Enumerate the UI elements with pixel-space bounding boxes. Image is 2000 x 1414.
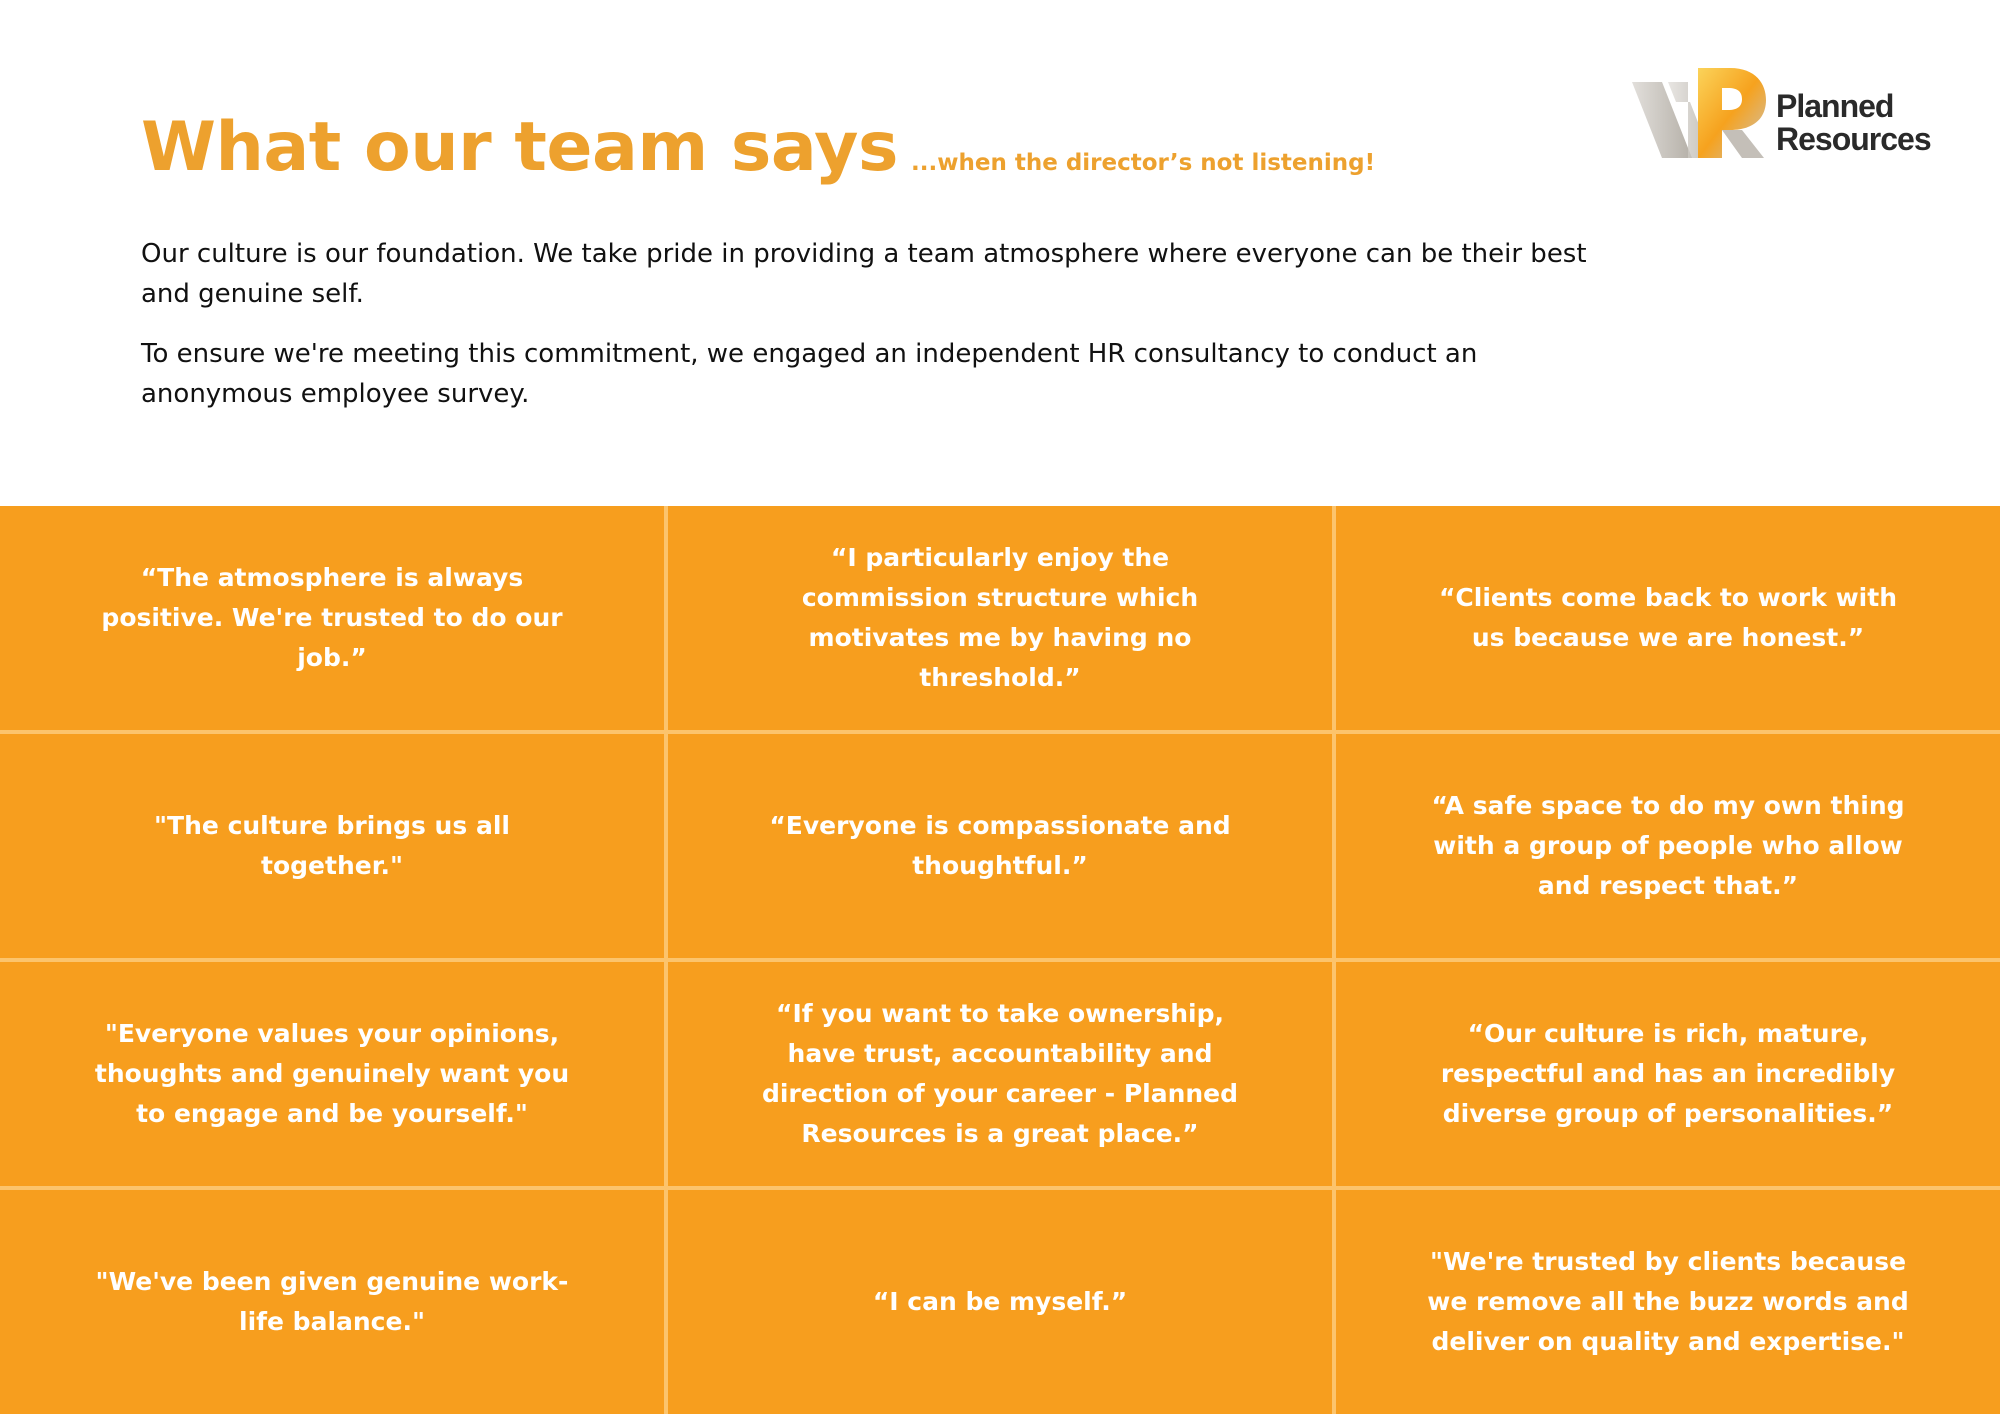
quote-tile [1336, 962, 2000, 1186]
intro-paragraph-1: Our culture is our foundation. We take pride in providing a team atmosphere where everyone can be their best and genuine self. [141, 239, 1587, 309]
quote-tile [0, 1190, 664, 1414]
quote-text: “If you want to take ownership, have trust, accountability and direction of your career - Planned Resources is a great place.” [761, 999, 1239, 1148]
quote-tile [1336, 1190, 2000, 1414]
quote-text: “I particularly enjoy the commission structure which motivates me by having no threshold.” [801, 543, 1199, 692]
page-subtitle: ...when the director’s not listening! [911, 150, 1376, 176]
quote-tile [1336, 734, 2000, 958]
quote-text: "The culture brings us all together." [154, 811, 510, 880]
intro-text [141, 234, 1601, 434]
logo-line-2: Resources [1776, 121, 1931, 157]
logo-text [1776, 90, 1931, 156]
quote-tile [668, 962, 1332, 1186]
quote-tile [0, 506, 664, 730]
quote-text: "We're trusted by clients because we remove all the buzz words and deliver on quality and expertise." [1427, 1247, 1909, 1356]
quote-tile [668, 1190, 1332, 1414]
quote-text: “Clients come back to work with us because we are honest.” [1439, 583, 1897, 652]
title-row [141, 108, 1375, 187]
quote-tile [668, 506, 1332, 730]
company-logo [1630, 62, 1930, 166]
quote-tile [668, 734, 1332, 958]
quote-text: "We've been given genuine work-life balance." [95, 1267, 569, 1336]
quote-tile [0, 962, 664, 1186]
header-section [0, 0, 2000, 506]
quote-text: “Our culture is rich, mature, respectful and has an incredibly diverse group of personalities.” [1440, 1019, 1896, 1128]
quote-tile [1336, 506, 2000, 730]
intro-paragraph-2: To ensure we're meeting this commitment, we engaged an independent HR consultancy to conduct an anonymous employee survey. [141, 339, 1478, 409]
logo-mark-icon [1630, 62, 1770, 166]
quote-text: “I can be myself.” [872, 1287, 1128, 1316]
quote-text: “Everyone is compassionate and thoughtful.” [769, 811, 1231, 880]
page-title: What our team says [141, 108, 898, 187]
quote-text: “A safe space to do my own thing with a group of people who allow and respect that.” [1431, 791, 1905, 900]
logo-line-1: Planned [1776, 88, 1894, 124]
quote-tile [0, 734, 664, 958]
quote-text: "Everyone values your opinions, thoughts and genuinely want you to engage and be yourself." [94, 1019, 570, 1128]
quotes-grid [0, 506, 2000, 1414]
quote-text: “The atmosphere is always positive. We're trusted to do our job.” [101, 563, 563, 672]
